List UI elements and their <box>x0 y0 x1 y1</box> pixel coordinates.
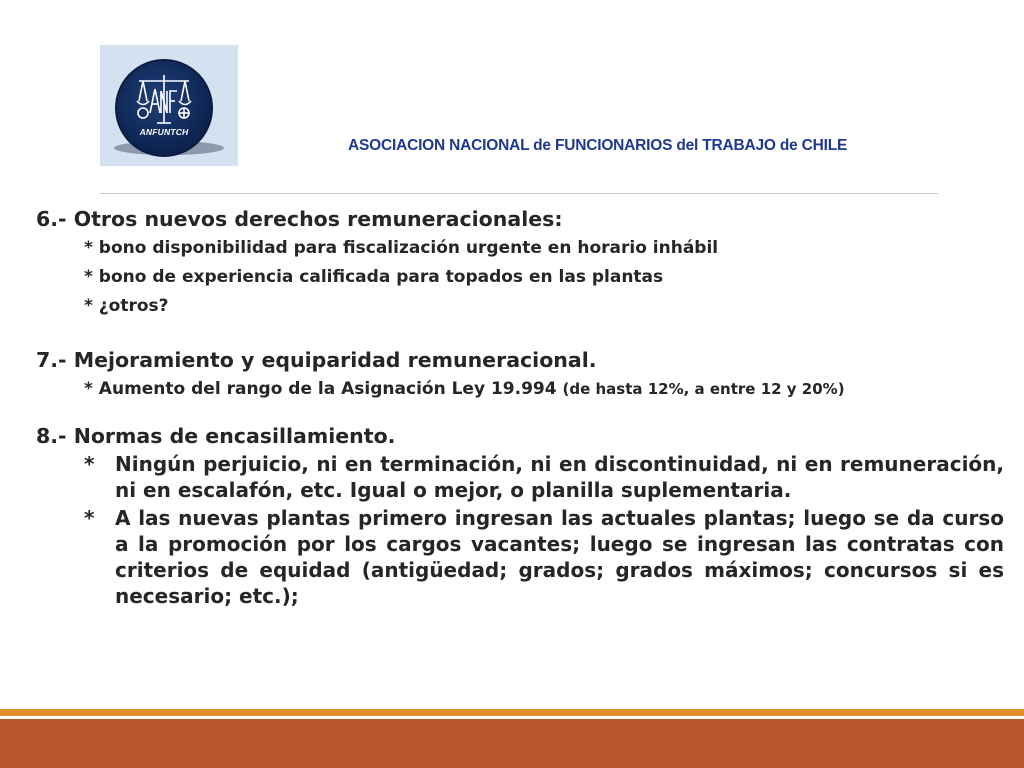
section-6-item-2: * bono de experiencia calificada para topados en las plantas <box>84 267 664 287</box>
section-7-item-1-main: * Aumento del rango de la Asignación Ley 19.994 <box>84 379 563 399</box>
logo-text: ANFUNTCH <box>139 127 189 137</box>
section-8-item-1-text: Ningún perjuicio, ni en terminación, ni en discontinuidad, ni en remuneración, ni en escalafón, etc. Igual o mejor, o planilla suplementaria. <box>115 452 1004 502</box>
section-6-heading: 6.- Otros nuevos derechos remuneracionales: <box>36 207 563 231</box>
section-6-item-1: * bono disponibilidad para fiscalización urgente en horario inhábil <box>84 238 719 258</box>
section-8-item-2 <box>84 505 1004 609</box>
section-8-heading: 8.- Normas de encasillamiento. <box>36 424 396 448</box>
organization-name: ASOCIACION NACIONAL de FUNCIONARIOS del TRABAJO de CHILE <box>348 137 848 154</box>
bullet-marker: * <box>84 452 95 476</box>
section-7-item-1-paren: (de hasta 12%, a entre 12 y 20%) <box>562 380 845 398</box>
section-7-heading: 7.- Mejoramiento y equiparidad remuneracional. <box>36 348 597 372</box>
spacer <box>36 321 1004 345</box>
footer-band-orange <box>0 709 1024 716</box>
header-divider <box>100 193 938 194</box>
slide-content <box>36 204 1004 611</box>
section-7-item-1 <box>84 375 1004 404</box>
scales-emblem-icon <box>117 61 211 155</box>
footer-band-rust <box>0 719 1024 768</box>
logo-circle <box>115 59 213 157</box>
spacer <box>36 404 1004 421</box>
section-6-item-3: * ¿otros? <box>84 296 169 316</box>
section-8-item-1 <box>84 451 1004 503</box>
logo <box>100 45 238 166</box>
section-8-item-2-text: A las nuevas plantas primero ingresan las actuales plantas; luego se da curso a la promoción por los cargos vacantes; luego se ingresan las contratas con criterios de equidad (antigüedad; grados; grados máximos; concursos si es necesario; etc.); <box>115 506 1004 608</box>
bullet-marker: * <box>84 506 95 530</box>
